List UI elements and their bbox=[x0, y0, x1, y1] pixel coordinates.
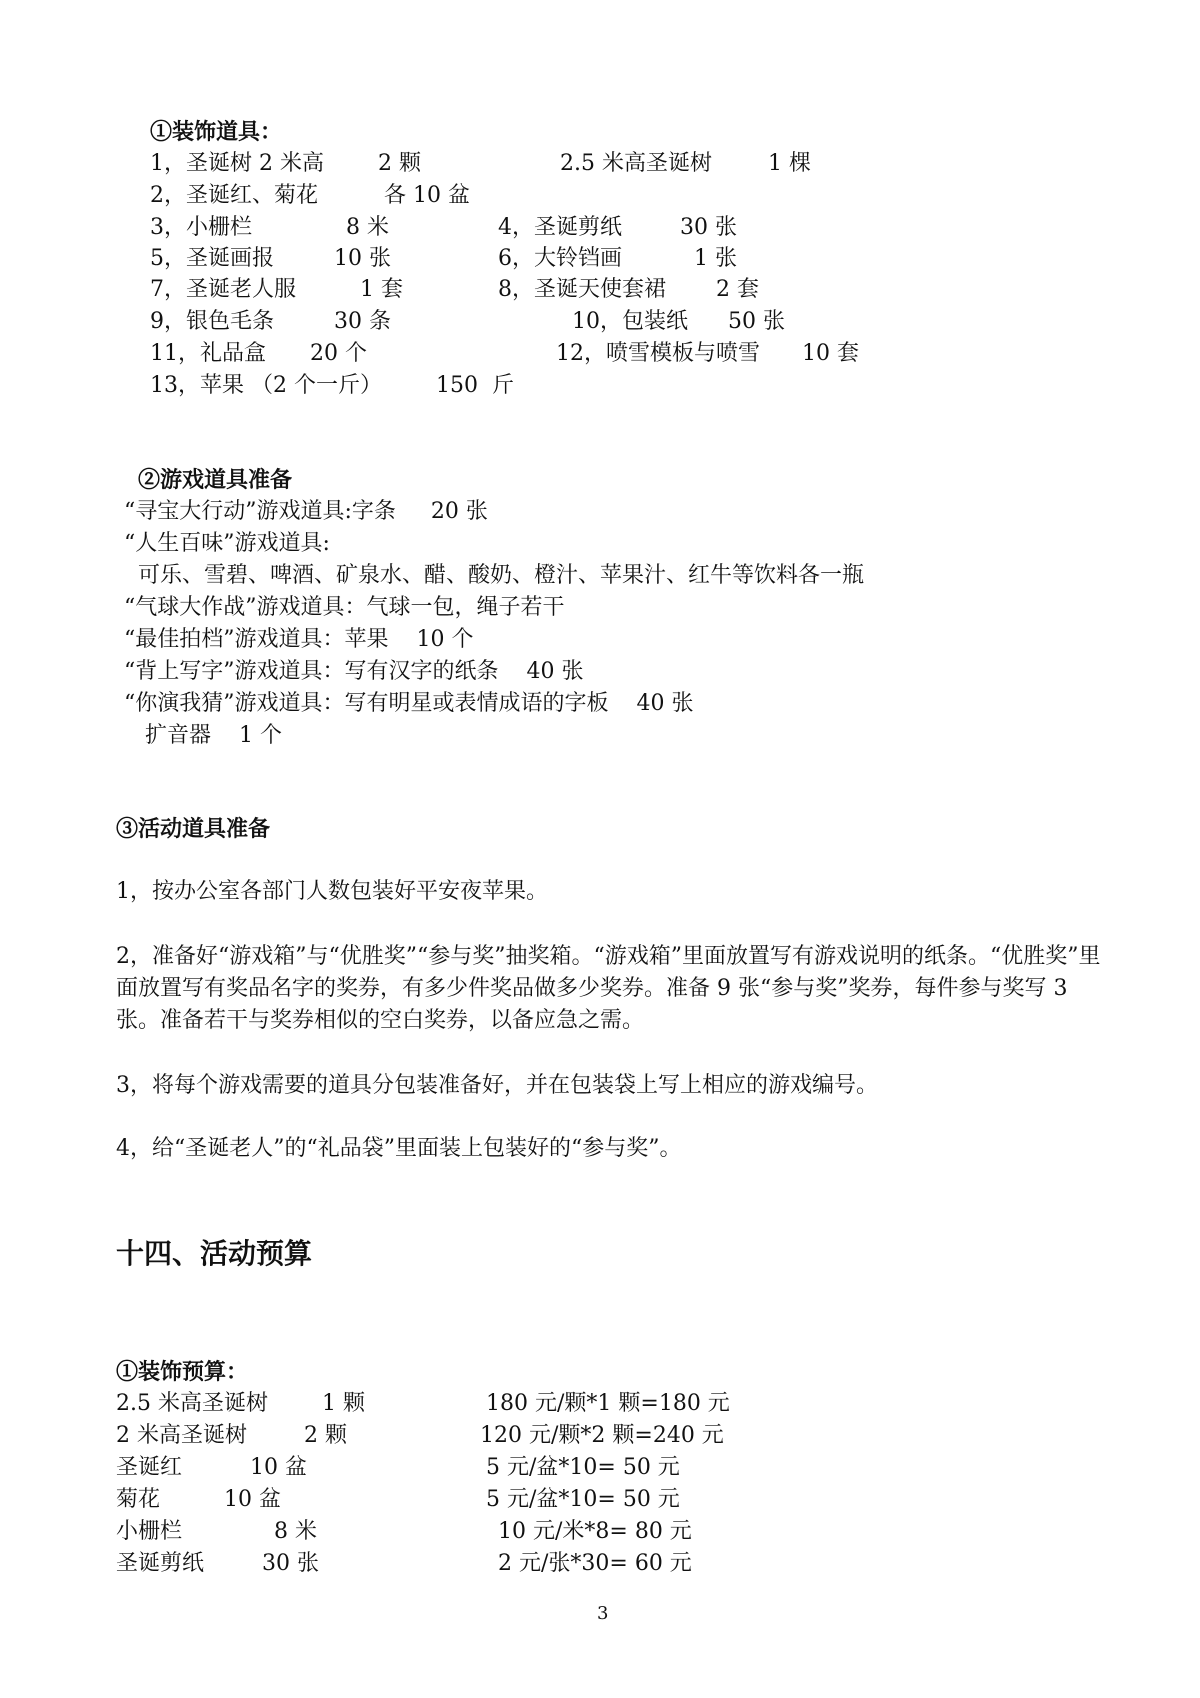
decor-item-3-qty: 8 米 bbox=[346, 215, 389, 240]
budget-item: 圣诞剪纸 bbox=[116, 1551, 205, 1576]
decor-item-8: 8，圣诞天使套裙 bbox=[498, 277, 666, 302]
budget-qty: 10 盆 bbox=[250, 1455, 307, 1480]
budget-item: 小栅栏 bbox=[116, 1519, 183, 1544]
budget-calc: 2 元/张*30= 60 元 bbox=[498, 1551, 692, 1576]
budget-qty: 8 米 bbox=[274, 1519, 317, 1544]
activity-paragraph-4: 4，给“圣诞老人”的“礼品袋”里面装上包装好的“参与奖”。 bbox=[116, 1136, 682, 1161]
game-line-1: “寻宝大行动”游戏道具:字条 20 张 bbox=[124, 499, 488, 524]
activity-paragraph-2: 2，准备好“游戏箱”与“优胜奖”“参与奖”抽奖箱。“游戏箱”里面放置写有游戏说明的纸条。“优胜奖”里面放置写有奖品名字的奖券，有多少件奖品做多少奖券。准备 9 张“参与奖”奖券，每件参与奖写 3 张。准备若干与奖券相似的空白奖券，以备应急之需。 bbox=[116, 944, 1101, 1033]
decor-item-3: 3，小栅栏 bbox=[150, 215, 252, 240]
decor-item-8-qty: 2 套 bbox=[716, 277, 759, 302]
decor-item-1: 1，圣诞树 2 米高 bbox=[150, 151, 324, 176]
decor-item-12-qty: 10 套 bbox=[802, 341, 859, 366]
decor-item-11-qty: 20 个 bbox=[310, 341, 367, 366]
decor-item-2-qty: 各 10 盆 bbox=[384, 183, 470, 208]
decor-item-4-qty: 30 张 bbox=[680, 215, 737, 240]
game-line-4: “气球大作战”游戏道具：气球一包，绳子若干 bbox=[124, 595, 565, 620]
decor-item-10: 10，包装纸 bbox=[572, 309, 688, 334]
decor-item-1b: 2.5 米高圣诞树 bbox=[560, 151, 712, 176]
game-title: ②游戏道具准备 bbox=[138, 467, 293, 493]
budget-item: 2.5 米高圣诞树 bbox=[116, 1391, 268, 1416]
decor-item-1-qty: 2 颗 bbox=[378, 151, 421, 176]
budget-qty: 10 盆 bbox=[224, 1487, 281, 1512]
decor-item-13: 13，苹果 （2 个一斤） bbox=[150, 373, 382, 398]
game-line-3: 可乐、雪碧、啤酒、矿泉水、醋、酸奶、橙汁、苹果汁、红牛等饮料各一瓶 bbox=[124, 563, 864, 588]
game-line-6: “背上写字”游戏道具：写有汉字的纸条 40 张 bbox=[124, 659, 584, 684]
game-line-8: 扩音器 1 个 bbox=[124, 723, 282, 748]
budget-qty: 2 颗 bbox=[304, 1423, 347, 1448]
decor-item-9: 9，银色毛条 bbox=[150, 309, 274, 334]
budget-qty: 1 颗 bbox=[322, 1391, 365, 1416]
budget-item: 菊花 bbox=[116, 1487, 161, 1512]
budget-qty: 30 张 bbox=[262, 1551, 319, 1576]
decor-item-9-qty: 30 条 bbox=[334, 309, 391, 334]
budget-calc: 120 元/颗*2 颗=240 元 bbox=[480, 1423, 724, 1448]
decor-item-5: 5，圣诞画报 bbox=[150, 246, 274, 271]
decor-item-5-qty: 10 张 bbox=[334, 246, 391, 271]
decor-item-12: 12，喷雪模板与喷雪 bbox=[556, 341, 760, 366]
decor-item-13-qty: 150 斤 bbox=[436, 373, 514, 398]
budget-heading: 十四、活动预算 bbox=[116, 1237, 313, 1270]
decor-item-6-qty: 1 张 bbox=[694, 246, 737, 271]
decor-item-1b-qty: 1 棵 bbox=[768, 151, 811, 176]
decor-item-11: 11，礼品盒 bbox=[150, 341, 266, 366]
activity-title: ③活动道具准备 bbox=[116, 816, 271, 842]
budget-calc: 180 元/颗*1 颗=180 元 bbox=[486, 1391, 730, 1416]
decor-item-6: 6，大铃铛画 bbox=[498, 246, 622, 271]
decor-item-7-qty: 1 套 bbox=[360, 277, 403, 302]
game-line-2: “人生百味”游戏道具: bbox=[124, 531, 330, 556]
activity-paragraph-3: 3，将每个游戏需要的道具分包装准备好，并在包装袋上写上相应的游戏编号。 bbox=[116, 1073, 878, 1098]
decor-item-4: 4，圣诞剪纸 bbox=[498, 215, 622, 240]
game-line-5: “最佳拍档”游戏道具：苹果 10 个 bbox=[124, 627, 474, 652]
page-number: 3 bbox=[597, 1603, 609, 1624]
budget-calc: 10 元/米*8= 80 元 bbox=[498, 1519, 692, 1544]
activity-paragraph-1: 1，按办公室各部门人数包装好平安夜苹果。 bbox=[116, 879, 548, 904]
decor-item-2: 2，圣诞红、菊花 bbox=[150, 183, 318, 208]
budget-item: 圣诞红 bbox=[116, 1455, 183, 1480]
decor-item-7: 7，圣诞老人服 bbox=[150, 277, 296, 302]
budget-title: ①装饰预算： bbox=[116, 1359, 249, 1385]
budget-calc: 5 元/盆*10= 50 元 bbox=[486, 1487, 680, 1512]
decor-item-10-qty: 50 张 bbox=[728, 309, 785, 334]
game-line-7: “你演我猜”游戏道具：写有明星或表情成语的字板 40 张 bbox=[124, 691, 694, 716]
budget-calc: 5 元/盆*10= 50 元 bbox=[486, 1455, 680, 1480]
budget-item: 2 米高圣诞树 bbox=[116, 1423, 247, 1448]
decor-title: ①装饰道具： bbox=[150, 119, 283, 145]
